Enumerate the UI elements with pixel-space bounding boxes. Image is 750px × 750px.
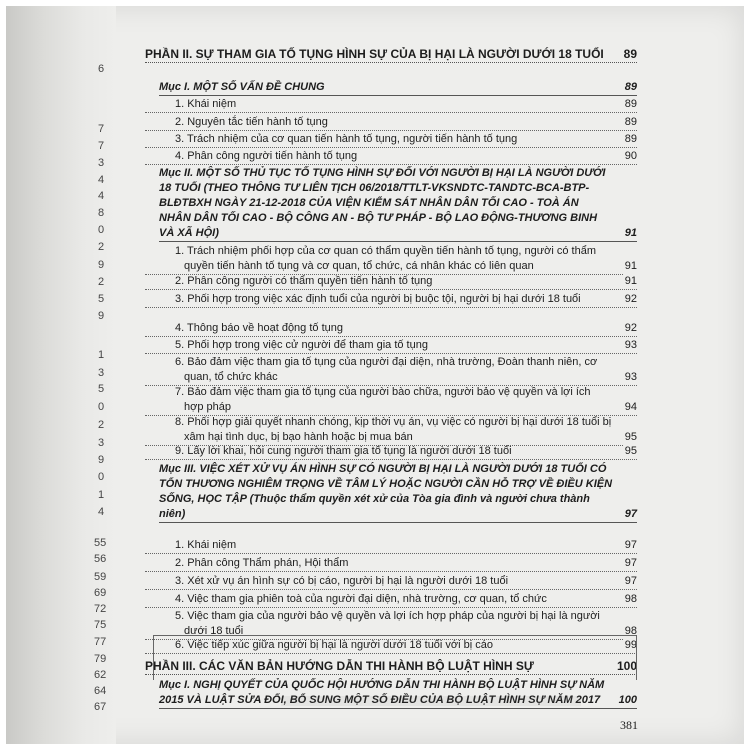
margin-number: 3 xyxy=(98,157,105,169)
margin-number: 1 xyxy=(98,489,105,501)
toc-entry-level-3 xyxy=(145,149,637,165)
toc-entry-level-3 xyxy=(145,385,637,416)
toc-entry-level-3 xyxy=(145,592,637,608)
margin-number: 79 xyxy=(94,653,107,665)
margin-number: 56 xyxy=(94,553,107,565)
toc-entry-page: 89 xyxy=(624,133,637,145)
toc-entry-level-3 xyxy=(145,355,637,386)
toc-entry-page: 97 xyxy=(624,575,637,587)
toc-entry-title: 9. Lấy lời khai, hỏi cung người tham gia tố tụng là người dưới 18 tuổi xyxy=(175,445,512,457)
toc-entry-page: 91 xyxy=(624,275,637,287)
section-box-frame xyxy=(153,635,637,680)
toc-entry-page: 95 xyxy=(624,431,637,443)
toc-entry-page: 97 xyxy=(624,557,637,569)
toc-entry-page: 100 xyxy=(618,694,637,706)
toc-entry-title: 3. Phối hợp trong việc xác định tuổi của người bị buộc tội, người bị hại dưới 18 tuổi xyxy=(175,293,581,305)
toc-entry-level-3 xyxy=(145,97,637,113)
toc-entry-page: 89 xyxy=(624,98,637,110)
toc-entry-title: 2. Phân công người có thẩm quyền tiến hành tố tụng xyxy=(175,275,433,287)
toc-entry-page: 97 xyxy=(624,508,637,520)
margin-number: 6 xyxy=(98,63,105,75)
toc-entry-page: 98 xyxy=(624,593,637,605)
toc-entry-page: 93 xyxy=(624,371,637,383)
toc-entry-title: 4. Việc tham gia phiên toà của người đại diện, nhà trường, cơ quan, tổ chức xyxy=(175,593,547,605)
toc-entry-title: 5. Phối hợp trong việc cử người để tham gia tố tụng xyxy=(175,339,428,351)
margin-number: 4 xyxy=(98,506,105,518)
toc-entry-page: 99 xyxy=(624,639,637,651)
margin-number: 7 xyxy=(98,123,105,135)
toc-entry-page: 91 xyxy=(624,260,637,272)
toc-entry-page: 94 xyxy=(624,401,637,413)
toc-entry-page: 90 xyxy=(624,150,637,162)
toc-entry-title: 6. Bảo đảm việc tham gia tố tụng của người đại diện, nhà trường, Đoàn thanh niên, cơ quan, tổ chức khác xyxy=(175,356,598,383)
toc-entry-page: 92 xyxy=(624,293,637,305)
margin-number: 9 xyxy=(98,310,105,322)
toc-entry-level-3 xyxy=(145,292,637,308)
toc-entry-page: 89 xyxy=(624,81,637,93)
toc-entry-title: 2. Phân công Thẩm phán, Hội thẩm xyxy=(175,557,349,569)
toc-entry-page: 97 xyxy=(624,539,637,551)
toc-entry-level-2 xyxy=(159,166,637,242)
margin-number: 3 xyxy=(98,367,105,379)
toc-entry-level-1 xyxy=(145,46,637,63)
toc-entry-page: 92 xyxy=(624,322,637,334)
margin-number: 0 xyxy=(98,401,105,413)
margin-number: 75 xyxy=(94,619,107,631)
margin-number: 67 xyxy=(94,701,107,713)
toc-entry-title: 7. Bảo đảm việc tham gia tố tụng của người bào chữa, người bảo vệ quyền và lợi ích hợp pháp xyxy=(175,386,591,413)
toc-entry-title: 4. Phân công người tiến hành tố tụng xyxy=(175,150,358,162)
toc-entry-level-2 xyxy=(159,80,637,96)
book-page xyxy=(6,6,744,744)
toc-entry-title: 5. Việc tham gia của người bảo vệ quyền và lợi ích hợp pháp của người bị hại là người dưới 18 tuổi xyxy=(175,610,600,637)
toc-entry-title: 3. Xét xử vụ án hình sự có bị cáo, người bị hại là người dưới 18 tuổi xyxy=(175,575,509,587)
toc-entry-level-2 xyxy=(159,462,637,523)
toc-entry-page: 91 xyxy=(624,227,637,239)
toc-entry-level-3 xyxy=(145,415,637,446)
toc-entry-page: 89 xyxy=(624,116,637,128)
toc-entry-level-3 xyxy=(145,132,637,148)
margin-number: 7 xyxy=(98,140,105,152)
toc-entry-title: 1. Khái niệm xyxy=(175,539,237,551)
margin-number: 55 xyxy=(94,537,107,549)
toc-entry-level-3 xyxy=(145,274,637,290)
margin-number: 2 xyxy=(98,241,105,253)
toc-entry-title: 4. Thông báo về hoạt động tố tụng xyxy=(175,322,343,334)
margin-number: 1 xyxy=(98,349,105,361)
margin-number: 0 xyxy=(98,224,105,236)
margin-number: 59 xyxy=(94,571,107,583)
margin-number: 64 xyxy=(94,685,107,697)
toc-entry-title: Mục I. MỘT SỐ VẤN ĐỀ CHUNG xyxy=(159,81,325,93)
toc-entry-page: 89 xyxy=(623,47,637,61)
margin-number: 69 xyxy=(94,587,107,599)
toc-entry-level-3 xyxy=(145,321,637,337)
toc-entry-title: 2. Nguyên tắc tiến hành tố tụng xyxy=(175,116,328,128)
toc-entry-level-3 xyxy=(145,115,637,131)
toc-entry-level-3 xyxy=(145,538,637,554)
margin-number: 8 xyxy=(98,207,105,219)
toc-entry-level-3 xyxy=(145,556,637,572)
toc-entry-page: 98 xyxy=(624,625,637,637)
margin-number: 2 xyxy=(98,276,105,288)
margin-number: 2 xyxy=(98,419,105,431)
toc-entry-page: 95 xyxy=(624,445,637,457)
toc-entry-title: Mục III. VIỆC XÉT XỬ VỤ ÁN HÌNH SỰ CÓ NGƯỜI BỊ HẠI LÀ NGƯỜI DƯỚI 18 TUỔI CÓ TỔN THƯƠNG NGHIÊM TRỌNG VỀ TÂM LÝ HOẶC NGƯỜI CẦN HỖ TRỢ VỀ ĐIỀU KIỆN SỐNG, HỌC TẬP (Thuộc thẩm quyền xét xử của Tòa gia đình và người chưa thành niên) xyxy=(159,463,613,520)
toc-entry-title: PHẦN III. CÁC VĂN BẢN HƯỚNG DẪN THI HÀNH BỘ LUẬT HÌNH SỰ xyxy=(145,659,534,673)
page-number: 381 xyxy=(620,718,638,732)
toc-entry-title: Mục II. MỘT SỐ THỦ TỤC TỐ TỤNG HÌNH SỰ ĐỐI VỚI NGƯỜI BỊ HẠI LÀ NGƯỜI DƯỚI 18 TUỔI (THEO THÔNG TƯ LIÊN TỊCH 06/2018/TTLT-VKSNDTC-TANDTC-BCA-BTP-BLĐTBXH NGÀY 21-12-2018 CỦA VIỆN KIỂM SÁT NHÂN DÂN TỐI CAO - TOÀ ÁN NHÂN DÂN TỐI CAO - BỘ CÔNG AN - BỘ TƯ PHÁP - BỘ LAO ĐỘNG-THƯƠNG BINH VÀ XÃ HỘI) xyxy=(159,167,606,239)
toc-entry-page: 100 xyxy=(616,659,637,673)
toc-entry-title: PHẦN II. SỰ THAM GIA TỐ TỤNG HÌNH SỰ CỦA BỊ HẠI LÀ NGƯỜI DƯỚI 18 TUỔI xyxy=(145,47,604,61)
margin-number: 5 xyxy=(98,383,105,395)
toc-entry-title: 1. Trách nhiệm phối hợp của cơ quan có thẩm quyền tiến hành tố tụng, người có thẩm quyền tiến hành tố tụng và cơ quan, tổ chức, cá nhân khác có liên quan xyxy=(175,245,596,272)
margin-number: 0 xyxy=(98,471,105,483)
faint-bleed-through-text xyxy=(281,696,581,706)
margin-number: 5 xyxy=(98,293,105,305)
margin-number: 77 xyxy=(94,636,107,648)
toc-entry-level-3 xyxy=(145,338,637,354)
toc-entry-title: 8. Phối hợp giải quyết nhanh chóng, kịp thời vụ án, vụ việc có người bị hại dưới 18 tuổi bị xâm hại tình dục, bị bạo hành hoặc bị mua bán xyxy=(175,416,612,443)
margin-number: 62 xyxy=(94,669,107,681)
toc-entry-level-3 xyxy=(145,444,637,460)
margin-number: 4 xyxy=(98,190,105,202)
toc-entry-page: 93 xyxy=(624,339,637,351)
toc-entry-title: 3. Trách nhiệm của cơ quan tiến hành tố tụng, người tiến hành tố tụng xyxy=(175,133,518,145)
margin-number: 9 xyxy=(98,259,105,271)
toc-entry-title: 1. Khái niệm xyxy=(175,98,237,110)
toc-entry-title: 6. Việc tiếp xúc giữa người bị hại là người dưới 18 tuổi với bị cáo xyxy=(175,639,493,651)
margin-number: 3 xyxy=(98,437,105,449)
toc-entry-title: Mục I. NGHỊ QUYẾT CỦA QUỐC HỘI HƯỚNG DẪN THI HÀNH BỘ LUẬT HÌNH SỰ NĂM 2015 VÀ LUẬT SỬA ĐỔI, BỔ SUNG MỘT SỐ ĐIỀU CỦA BỘ LUẬT HÌNH SỰ NĂM 2017 xyxy=(159,679,605,706)
margin-number: 9 xyxy=(98,454,105,466)
toc-entry-level-3 xyxy=(145,574,637,590)
margin-number: 4 xyxy=(98,174,105,186)
toc-entry-level-3 xyxy=(145,244,637,275)
margin-number: 72 xyxy=(94,603,107,615)
